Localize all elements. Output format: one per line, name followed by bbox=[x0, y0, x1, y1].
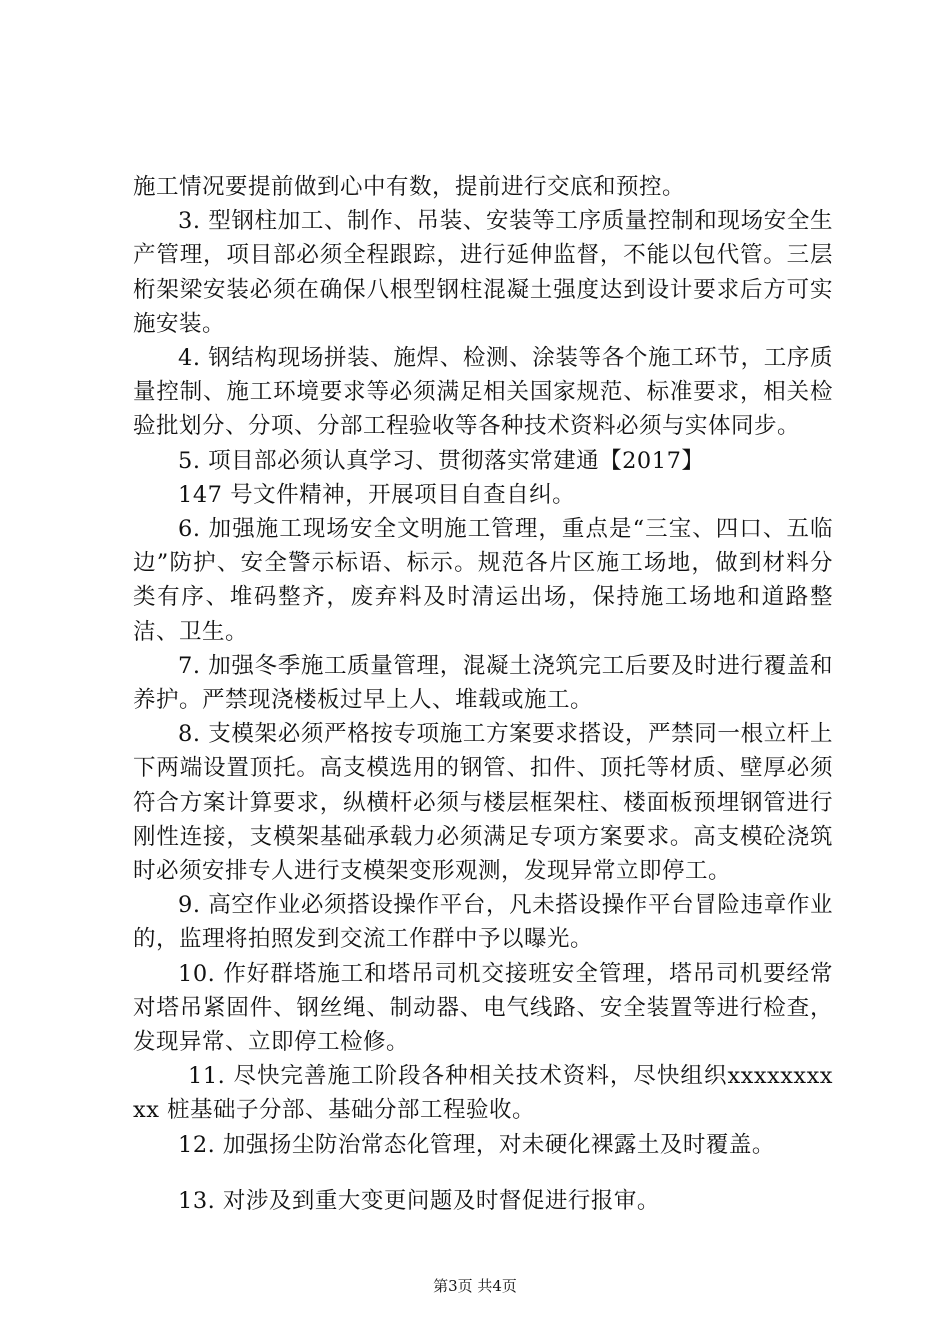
page-number-footer: 第3页 共4页 bbox=[433, 1277, 517, 1295]
paragraph-item-8: 8. 支模架必须严格按专项施工方案要求搭设，严禁同一根立杆上下两端设置顶托。高支模选用的钢管、扣件、顶托等材质、壁厚必须符合方案计算要求，纵横杆必须与楼层框架柱、楼面板预埋钢管进行刚性连接，支模架基础承载力必须满足专项方案要求。高支模砼浇筑时必须安排专人进行支模架变形观测，发现异常立即停工。 bbox=[133, 721, 833, 885]
paragraph-item-12: 12. 加强扬尘防治常态化管理，对未硬化裸露土及时覆盖。 bbox=[178, 1131, 775, 1158]
paragraph-item-10: 10. 作好群塔施工和塔吊司机交接班安全管理，塔吊司机要经常对塔吊紧固件、钢丝绳、制动器、电气线路、安全装置等进行检查，发现异常、立即停工检修。 bbox=[133, 960, 833, 1056]
paragraph-item-6: 6. 加强施工现场安全文明施工管理，重点是“三宝、四口、五临边”防护、安全警示标语、标示。规范各片区施工场地，做到材料分类有序、堆码整齐，废弃料及时清运出场，保持施工场地和道路整洁、卫生。 bbox=[133, 516, 833, 645]
paragraph-item-13: 13. 对涉及到重大变更问题及时督促进行报审。 bbox=[178, 1187, 660, 1214]
paragraph-item-5-continued: 147 号文件精神，开展项目自查自纠。 bbox=[178, 481, 576, 508]
document-body bbox=[133, 170, 833, 1218]
paragraph-item-4: 4. 钢结构现场拼装、施焊、检测、涂装等各个施工环节，工序质量控制、施工环境要求等必须满足相关国家规范、标准要求，相关检验批划分、分项、分部工程验收等各种技术资料必须与实体同步。 bbox=[133, 345, 833, 440]
paragraph-item-9: 9. 高空作业必须搭设操作平台，凡未搭设操作平台冒险违章作业的，监理将拍照发到交流工作群中予以曝光。 bbox=[133, 892, 833, 953]
paragraph-continuation: 施工情况要提前做到心中有数，提前进行交底和预控。 bbox=[133, 174, 686, 200]
paragraph-item-5: 5. 项目部必须认真学习、贯彻落实常建通【2017】 bbox=[178, 447, 705, 474]
paragraph-item-7: 7. 加强冬季施工质量管理，混凝土浇筑完工后要及时进行覆盖和养护。严禁现浇楼板过早上人、堆载或施工。 bbox=[133, 652, 833, 714]
paragraph-item-11: 11. 尽快完善施工阶段各种相关技术资料，尽快组织xxxxxxxxxx 桩基础子分部、基础分部工程验收。 bbox=[133, 1063, 833, 1124]
paragraph-item-3: 3. 型钢柱加工、制作、吊装、安装等工序质量控制和现场安全生产管理，项目部必须全程跟踪，进行延伸监督，不能以包代管。三层桁架梁安装必须在确保八根型钢柱混凝土强度达到设计要求后方可实施安装。 bbox=[133, 208, 833, 337]
